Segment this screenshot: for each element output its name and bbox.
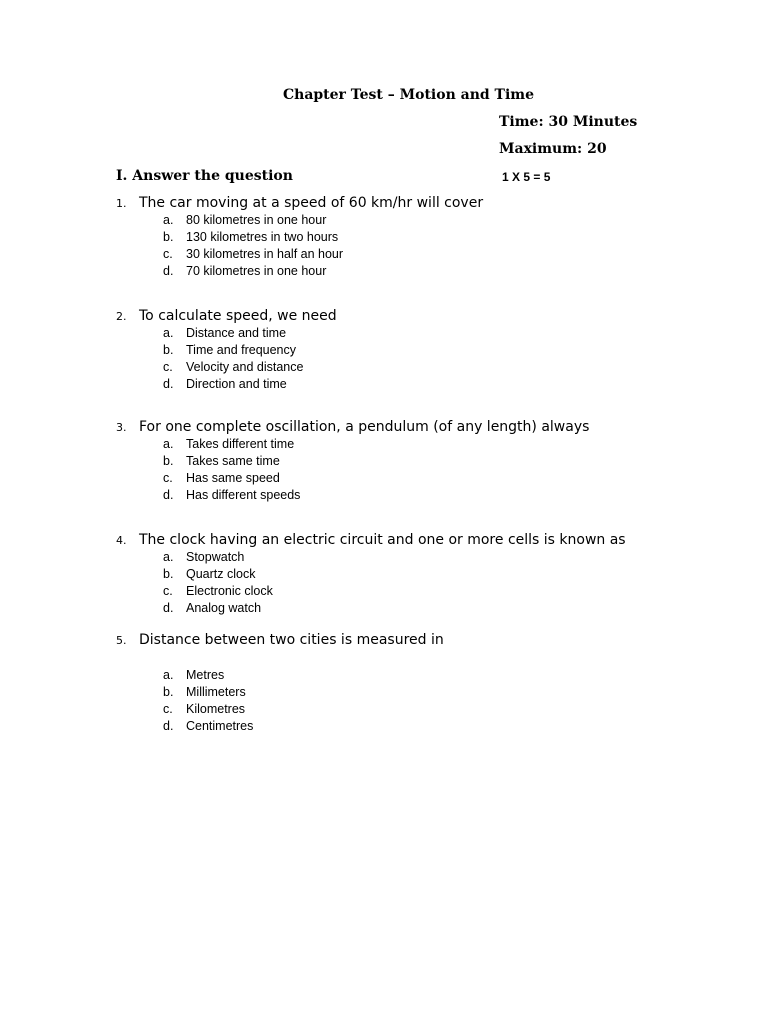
option-text: Millimeters bbox=[186, 685, 246, 699]
option-letter: c. bbox=[163, 360, 173, 374]
option-item bbox=[116, 326, 716, 343]
option-text: Takes same time bbox=[186, 454, 280, 468]
question-number: 1. bbox=[116, 197, 127, 210]
question-5 bbox=[116, 632, 716, 736]
option-letter: b. bbox=[163, 454, 174, 468]
option-text: Has different speeds bbox=[186, 488, 301, 502]
option-text: Quartz clock bbox=[186, 567, 256, 581]
option-letter: a. bbox=[163, 437, 174, 451]
option-letter: c. bbox=[163, 702, 173, 716]
question-text: Distance between two cities is measured in bbox=[139, 632, 444, 648]
option-item bbox=[116, 230, 716, 247]
option-letter: d. bbox=[163, 264, 174, 278]
time-limit: Time: 30 Minutes bbox=[499, 114, 638, 130]
option-item bbox=[116, 567, 716, 584]
option-item bbox=[116, 437, 716, 454]
option-letter: b. bbox=[163, 230, 174, 244]
option-item bbox=[116, 264, 716, 281]
option-item bbox=[116, 360, 716, 377]
option-item bbox=[116, 584, 716, 601]
option-item bbox=[116, 668, 716, 685]
option-letter: a. bbox=[163, 326, 174, 340]
question-1 bbox=[116, 195, 716, 281]
option-item bbox=[116, 488, 716, 505]
option-item bbox=[116, 247, 716, 264]
option-text: Time and frequency bbox=[186, 343, 297, 357]
question-number: 3. bbox=[116, 421, 127, 434]
option-item bbox=[116, 471, 716, 488]
option-letter: c. bbox=[163, 584, 173, 598]
option-text: Takes different time bbox=[186, 437, 295, 451]
option-letter: d. bbox=[163, 488, 174, 502]
section-marks: 1 X 5 = 5 bbox=[502, 170, 551, 184]
option-text: Stopwatch bbox=[186, 550, 245, 564]
option-letter: a. bbox=[163, 213, 174, 227]
option-item bbox=[116, 702, 716, 719]
option-text: Centimetres bbox=[186, 719, 254, 733]
maximum-marks: Maximum: 20 bbox=[499, 141, 607, 157]
option-list bbox=[116, 326, 716, 394]
option-item bbox=[116, 601, 716, 618]
option-text: 130 kilometres in two hours bbox=[186, 230, 339, 244]
option-text: Kilometres bbox=[186, 702, 246, 716]
option-letter: a. bbox=[163, 668, 174, 682]
question-number: 2. bbox=[116, 310, 127, 323]
option-letter: c. bbox=[163, 471, 173, 485]
section-heading: I. Answer the question bbox=[116, 168, 293, 184]
option-letter: a. bbox=[163, 550, 174, 564]
option-letter: b. bbox=[163, 685, 174, 699]
option-text: 30 kilometres in half an hour bbox=[186, 247, 344, 261]
option-item bbox=[116, 213, 716, 230]
option-item bbox=[116, 550, 716, 567]
option-item bbox=[116, 685, 716, 702]
question-text: For one complete oscillation, a pendulum (of any length) always bbox=[139, 419, 590, 435]
option-item bbox=[116, 454, 716, 471]
option-letter: b. bbox=[163, 567, 174, 581]
option-letter: c. bbox=[163, 247, 173, 261]
question-text: The car moving at a speed of 60 km/hr will cover bbox=[139, 195, 484, 211]
option-item bbox=[116, 377, 716, 394]
option-list bbox=[116, 213, 716, 281]
option-text: Distance and time bbox=[186, 326, 287, 340]
option-text: Metres bbox=[186, 668, 225, 682]
question-text: The clock having an electric circuit and one or more cells is known as bbox=[139, 532, 626, 548]
option-text: Electronic clock bbox=[186, 584, 273, 598]
option-text: Has same speed bbox=[186, 471, 280, 485]
option-letter: d. bbox=[163, 377, 174, 391]
option-list bbox=[116, 668, 716, 736]
question-number: 5. bbox=[116, 634, 127, 647]
option-letter: b. bbox=[163, 343, 174, 357]
option-text: Analog watch bbox=[186, 601, 262, 615]
question-4 bbox=[116, 532, 716, 618]
question-2 bbox=[116, 308, 716, 394]
option-list bbox=[116, 437, 716, 505]
option-letter: d. bbox=[163, 601, 174, 615]
option-list bbox=[116, 550, 716, 618]
question-number: 4. bbox=[116, 534, 127, 547]
option-text: Direction and time bbox=[186, 377, 287, 391]
option-letter: d. bbox=[163, 719, 174, 733]
option-text: 80 kilometres in one hour bbox=[186, 213, 327, 227]
question-3 bbox=[116, 419, 716, 505]
option-text: Velocity and distance bbox=[186, 360, 304, 374]
option-item bbox=[116, 719, 716, 736]
page-title: Chapter Test – Motion and Time bbox=[283, 87, 535, 103]
question-text: To calculate speed, we need bbox=[139, 308, 337, 324]
option-item bbox=[116, 343, 716, 360]
option-text: 70 kilometres in one hour bbox=[186, 264, 327, 278]
